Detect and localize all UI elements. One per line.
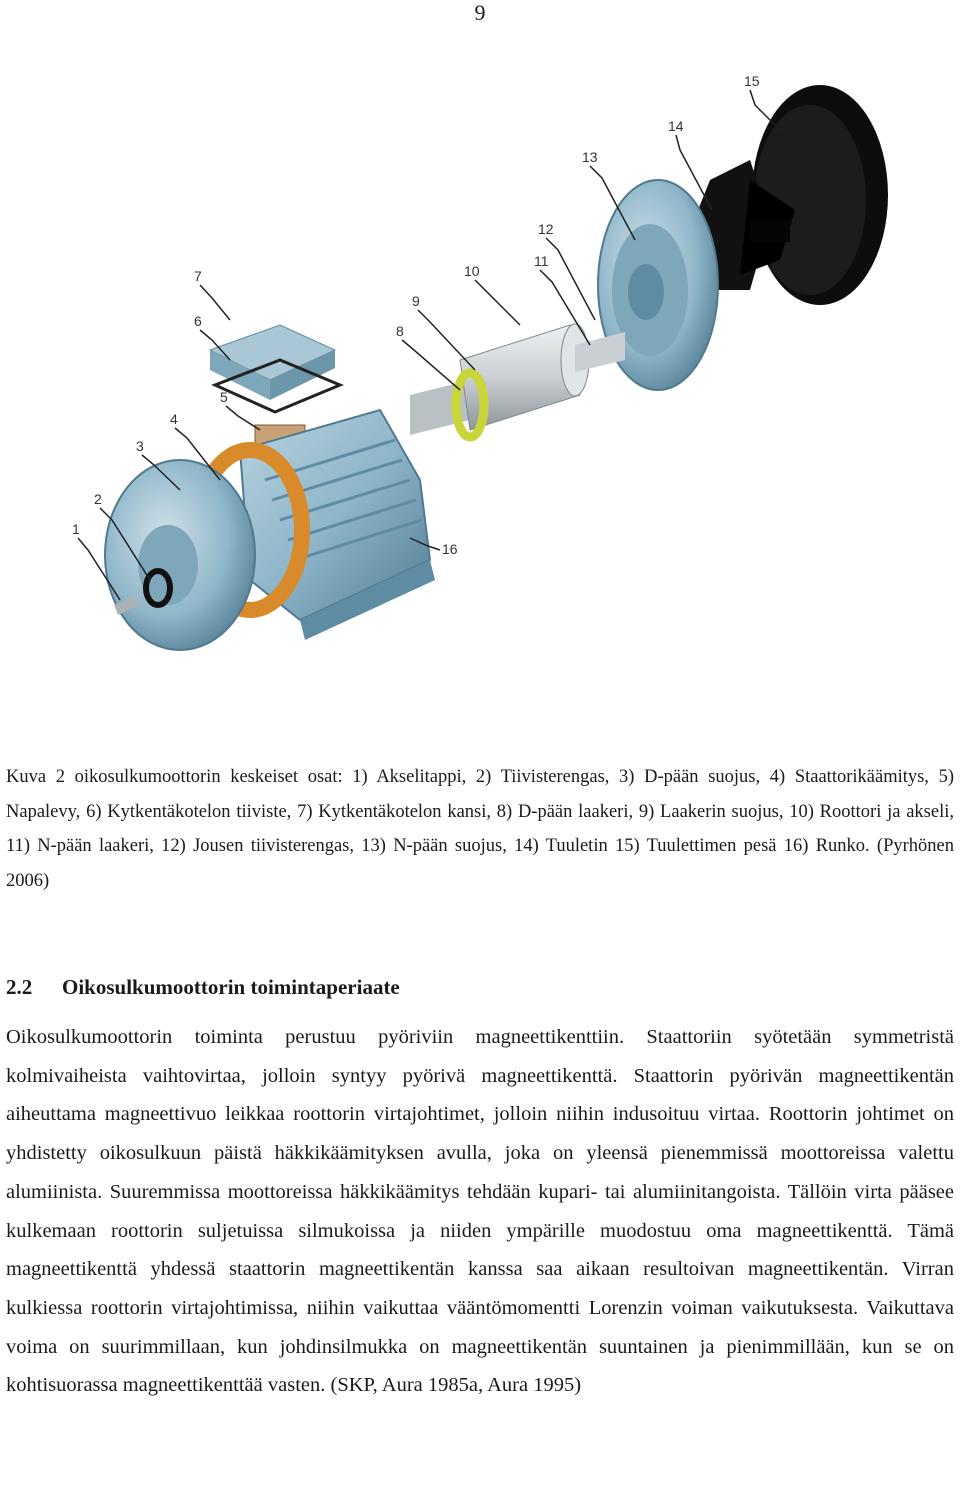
callout-3: 3	[136, 438, 144, 454]
callout-13: 13	[582, 149, 598, 165]
callout-10: 10	[464, 263, 480, 279]
callout-16: 16	[442, 541, 458, 557]
callout-4: 4	[170, 411, 178, 427]
motor-exploded-view-drawing	[50, 60, 910, 720]
callout-12: 12	[538, 221, 554, 237]
page-number: 9	[474, 0, 486, 25]
rotor-and-shaft	[410, 324, 625, 435]
section-heading	[6, 970, 954, 1004]
body-paragraph: Oikosulkumoottorin toiminta perustuu pyöriviin magneettikenttiin. Staattoriin syötetään symmetristä kolmivaiheista vaihtovirtaa, jolloin syntyy pyörivä magneettikenttä. Staattorin pyörivän magneettikentän aiheuttama magneettivuo leikkaa roottorin virtajohtimet, jolloin niihin indusoituu virtaa. Roottorin johtimet on yhdistetty oikosulkuun päistä häkkikäämityksen avulla, joka on yleensä pienemmissä moottoreissa valettu alumiinista. Suuremmissa moottoreissa häkkikäämitys tehdään kupari- tai alumiinitangoista. Tällöin virta pääsee kulkemaan roottorin suljetuissa silmukoissa ja niiden ympärille muodostuu oma magneettikenttä. Tämä magneettikenttä yhdessä staattorin magneettikentän kanssa saa aikaan resultoivan magneettikentän. Virran kulkiessa roottorin virtajohtimissa, niihin vaikuttaa vääntömomentti Lorenzin voiman vaikutuksesta. Vaikuttava voima on suurimmillaan, kun johdinsilmukka on magneettikentän suuntainen ja pienimmillään, kun se on kohtisuorassa magneettikenttää vasten. (SKP, Aura 1985a, Aura 1995)	[6, 1026, 954, 1397]
section-number: 2.2	[6, 975, 33, 999]
callout-5: 5	[220, 389, 228, 405]
callout-2: 2	[94, 491, 102, 507]
section-title: Oikosulkumoottorin toimintaperiaate	[62, 975, 400, 999]
callout-7: 7	[194, 268, 202, 284]
callout-8: 8	[396, 323, 404, 339]
d-end-shield	[105, 460, 255, 650]
callout-6: 6	[194, 313, 202, 329]
callout-15: 15	[744, 73, 760, 89]
callout-11: 11	[534, 253, 549, 269]
callout-9: 9	[412, 293, 420, 309]
callout-14: 14	[668, 118, 684, 134]
figure-caption: Kuva 2 oikosulkumoottorin keskeiset osat: 1) Akselitappi, 2) Tiivisterengas, 3) D-pään suojus, 4) Staattorikäämitys, 5) Napalevy, 6) Kytkentäkotelon tiiviste, 7) Kytkentäkotelon kansi, 8) D-pään laakeri, 9) Laakerin suojus, 10) Roottori ja akseli, 11) N-pään laakeri, 12) Jousen tiivisterengas, 13) N-pään suojus, 14) Tuuletin 15) Tuulettimen pesä 16) Runko. (Pyrhönen 2006)	[6, 767, 954, 891]
motor-exploded-view-figure	[50, 60, 910, 720]
callout-1: 1	[72, 521, 80, 537]
